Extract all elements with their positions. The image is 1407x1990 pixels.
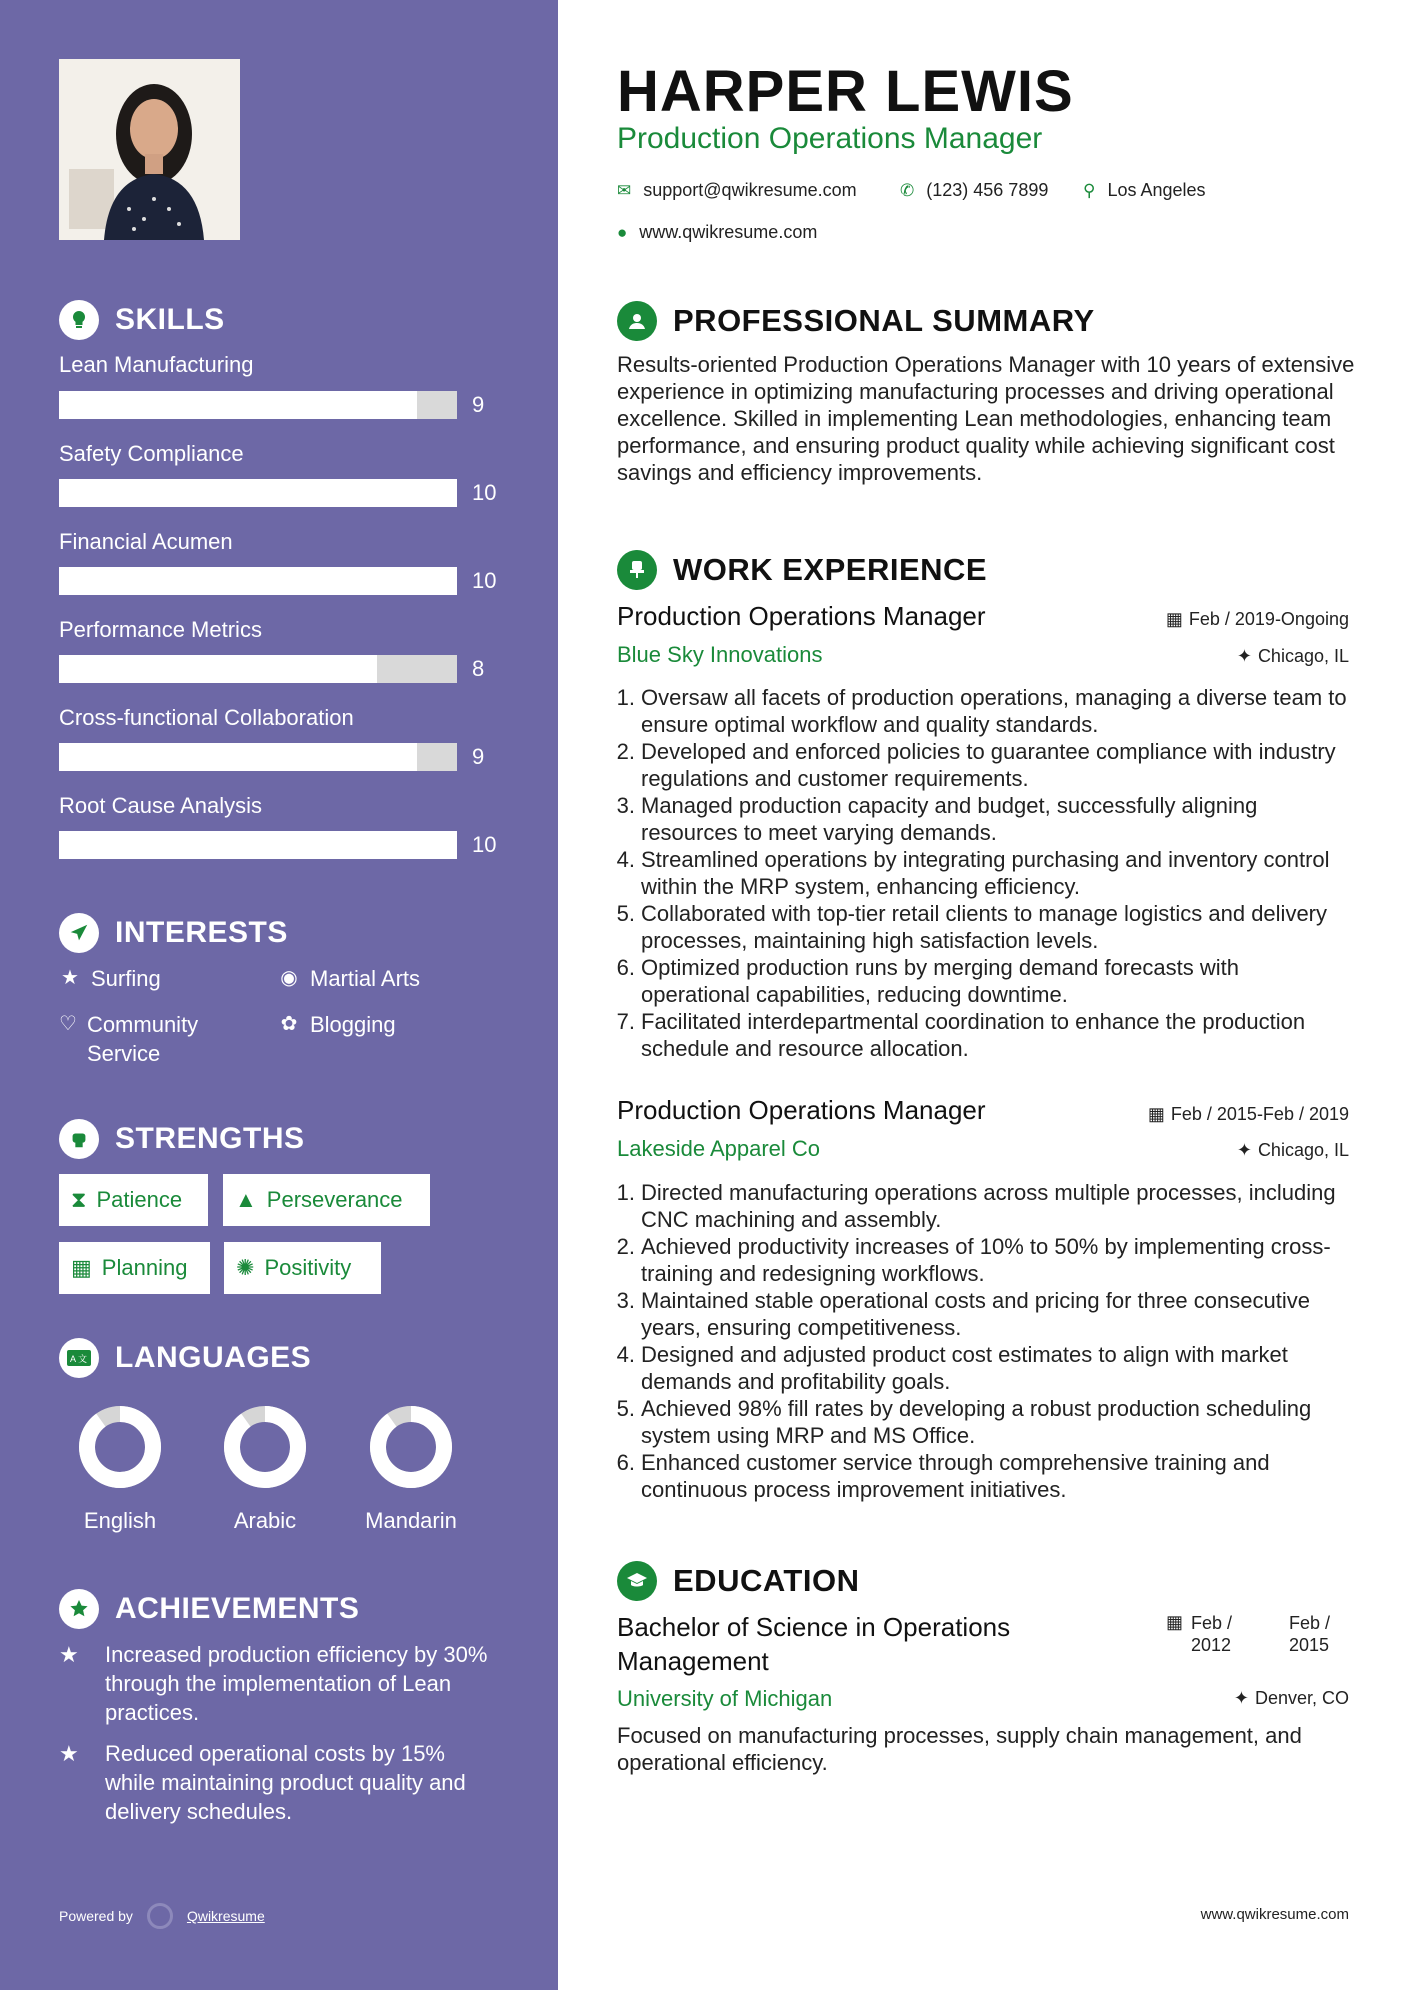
powered-by: Powered by Qwikresume: [59, 1903, 265, 1929]
language-label: Arabic: [233, 1508, 297, 1533]
portrait-image: [59, 59, 240, 240]
bullet-number: 1.: [616, 685, 635, 710]
job-location: ✦ Chicago, IL: [1236, 1140, 1349, 1160]
shooting-star-icon: ★: [59, 1642, 79, 1667]
skill-name: Cross-functional Collaboration: [59, 705, 354, 730]
interest-item: ♡ Community Service: [59, 1012, 199, 1066]
summary-heading: PROFESSIONAL SUMMARY: [617, 301, 1095, 341]
languages-heading: A 文 LANGUAGES: [59, 1338, 311, 1378]
hourglass-icon: ⧗: [71, 1187, 87, 1212]
bullet-text: Developed and enforced policies to guarantee compliance with industry regulations and customer requirements.: [641, 739, 1336, 791]
skill-bar: [59, 743, 457, 771]
job-company: Lakeside Apparel Co: [617, 1136, 821, 1161]
envelope-icon: ✉: [617, 180, 632, 200]
star-badge-icon: [59, 1589, 99, 1629]
bullet-text: Maintained stable operational costs and pricing for three consecutive years, ensuring competitiveness.: [641, 1288, 1310, 1340]
bullet-item: [609, 1008, 1349, 1062]
bullet-item: [609, 684, 1349, 738]
bullet-text: Directed manufacturing operations across multiple processes, including CNC machining and assembly.: [641, 1180, 1336, 1232]
candidate-title: Production Operations Manager: [617, 122, 1043, 155]
achievement-item: ★ Reduced operational costs by 15% while maintaining product quality and delivery schedules.: [59, 1741, 466, 1824]
map-pin-icon: ⚲: [1083, 180, 1096, 200]
skill-value: 9: [472, 392, 485, 417]
skill-value: 9: [472, 744, 485, 769]
pin-icon: ✦: [1233, 1688, 1249, 1708]
job-dates: ▦ Feb / 2015-Feb / 2019: [1147, 1104, 1349, 1124]
language-donut: [366, 1402, 456, 1492]
footer-url[interactable]: www.qwikresume.com: [1200, 1906, 1349, 1923]
bullet-number: 1.: [616, 1180, 635, 1205]
skill-value: 10: [472, 832, 497, 857]
language-level-ring: [220, 1402, 310, 1492]
sun-icon: ✺: [236, 1255, 255, 1280]
language-level-ring: [366, 1402, 456, 1492]
bullet-item: [609, 900, 1349, 954]
skill-value: 10: [472, 568, 497, 593]
users-icon: ✿: [280, 1013, 298, 1035]
bullet-text: Enhanced customer service through comprehensive training and continuous process improvement initiatives.: [641, 1450, 1270, 1502]
strength-tag: ✺ Positivity: [224, 1242, 381, 1294]
interest-item: ✿ Blogging: [278, 1010, 396, 1039]
contact-website: ● www.qwikresume.com: [617, 222, 818, 242]
skill-name: Lean Manufacturing: [59, 352, 254, 377]
summary-text: Results-oriented Production Operations Manager with 10 years of extensive experience in optimizing manufacturing processes and driving operational excellence. Skilled in implementing Lean methodologies, enhancing team performance, and ensuring product quality while achieving significant cost savings and efficiency improvements.: [617, 352, 1355, 485]
bullet-text: Designed and adjusted product cost estimates to align with market demands and profitability goals.: [641, 1342, 1288, 1394]
bullet-number: 5.: [616, 1396, 635, 1421]
skill-bar: [59, 567, 457, 595]
bullet-item: [609, 954, 1349, 1008]
job-title: Production Operations Manager: [617, 601, 986, 631]
achievement-item: ★ Increased production efficiency by 30% through the implementation of Lean practices.: [59, 1642, 488, 1725]
pin-icon: ✦: [1236, 646, 1252, 666]
strength-tag: ▦ Planning: [59, 1242, 210, 1294]
candidate-name: HARPER LEWIS: [617, 59, 1074, 124]
bullet-item: [609, 1287, 1349, 1341]
bullet-item: [609, 1179, 1349, 1233]
bullet-number: 2.: [616, 1234, 635, 1259]
bullet-number: 3.: [616, 793, 635, 818]
strengths-heading: STRENGTHS: [59, 1119, 305, 1159]
language-level-ring: [75, 1402, 165, 1492]
bullet-item: [609, 1233, 1349, 1287]
user-icon: [617, 301, 657, 341]
strength-tag: ⧗ Patience: [59, 1174, 208, 1226]
bullet-item: [609, 1341, 1349, 1395]
bullet-number: 6.: [616, 955, 635, 980]
interests-heading: INTERESTS: [59, 913, 288, 953]
skill-bar: [59, 391, 457, 419]
calendar-icon: ▦: [1166, 1612, 1184, 1632]
achievements-heading: ACHIEVEMENTS: [59, 1589, 359, 1629]
language-icon: [59, 1338, 99, 1378]
bullet-item: [609, 846, 1349, 900]
shooting-star-icon: ★: [59, 1741, 79, 1766]
bullet-number: 7.: [616, 1009, 635, 1034]
globe-icon: ◉: [280, 967, 298, 989]
interest-item: ◉ Martial Arts: [278, 964, 420, 993]
education-location: ✦ Denver, CO: [1233, 1688, 1349, 1708]
job-title: Production Operations Manager: [617, 1095, 986, 1125]
skill-value: 10: [472, 480, 497, 505]
graduate-icon: [617, 1561, 657, 1601]
language-donut: [220, 1402, 310, 1492]
interest-item: ★ Surfing: [59, 964, 161, 993]
bullet-item: [609, 1395, 1349, 1449]
contact-email: ✉ support@qwikresume.com: [617, 180, 857, 200]
ring-fill: [87, 1414, 153, 1480]
globe-icon: ●: [617, 222, 628, 242]
school-name: University of Michigan: [617, 1686, 833, 1711]
chair-icon: [617, 550, 657, 590]
ring-fill: [232, 1414, 298, 1480]
bullet-number: 5.: [616, 901, 635, 926]
lightbulb-icon: [59, 300, 99, 340]
language-label: Mandarin: [365, 1508, 457, 1533]
job-dates: ▦ Feb / 2019-Ongoing: [1165, 609, 1349, 629]
profile-photo: [59, 59, 240, 240]
education-heading: EDUCATION: [617, 1561, 859, 1601]
skill-bar: [59, 831, 457, 859]
calendar-icon: ▦: [71, 1255, 92, 1280]
bullet-text: Achieved productivity increases of 10% to 50% by implementing cross-training and redesigning workflows.: [641, 1234, 1331, 1286]
strength-tag: ▲ Perseverance: [223, 1174, 430, 1226]
bullet-item: [609, 738, 1349, 792]
bullet-text: Streamlined operations by integrating purchasing and inventory control within the MRP system, enhancing efficiency.: [641, 847, 1330, 899]
job-company: Blue Sky Innovations: [617, 642, 823, 667]
language-label: English: [83, 1508, 157, 1533]
bullet-text: Oversaw all facets of production operations, managing a diverse team to ensure optimal workflow and quality standards.: [641, 685, 1347, 737]
degree-title: Bachelor of Science in Operations Management: [617, 1612, 1011, 1676]
brand-link[interactable]: Qwikresume: [186, 1908, 265, 1924]
skill-name: Performance Metrics: [59, 617, 262, 642]
bullet-text: Achieved 98% fill rates by developing a robust production scheduling system using MRP and MS Office.: [641, 1396, 1312, 1448]
phone-icon: ✆: [900, 180, 915, 200]
fist-icon: [59, 1119, 99, 1159]
bullet-text: Facilitated interdepartmental coordination to enhance the production schedule and resource allocation.: [641, 1009, 1306, 1061]
bullet-number: 2.: [616, 739, 635, 764]
skill-name: Root Cause Analysis: [59, 793, 262, 818]
bullet-number: 4.: [616, 1342, 635, 1367]
contact-phone: ✆ (123) 456 7899: [900, 180, 1049, 200]
heart-outline-icon: ♡: [59, 1013, 77, 1035]
skill-value: 8: [472, 656, 485, 681]
qwikresume-logo-icon: [147, 1903, 173, 1929]
education-dates: ▦ Feb / 2012 Feb / 2015: [1166, 1612, 1331, 1655]
ring-fill: [378, 1414, 444, 1480]
bullet-item: [609, 1449, 1349, 1503]
bullet-number: 3.: [616, 1288, 635, 1313]
job-bullets: [609, 1179, 1349, 1503]
experience-heading: WORK EXPERIENCE: [617, 550, 987, 590]
calendar-icon: ▦: [1147, 1104, 1165, 1124]
education-description: Focused on manufacturing processes, supply chain management, and operational efficiency.: [617, 1723, 1302, 1775]
job-bullets: [609, 684, 1349, 1062]
skills-heading: SKILLS: [59, 300, 225, 340]
skill-name: Financial Acumen: [59, 529, 233, 554]
bullet-text: Managed production capacity and budget, successfully aligning resources to meet varying demands.: [641, 793, 1258, 845]
paper-plane-icon: [59, 913, 99, 953]
skill-name: Safety Compliance: [59, 441, 244, 466]
star-icon: ★: [61, 967, 79, 989]
bullet-item: [609, 792, 1349, 846]
bullet-text: Collaborated with top-tier retail clients to manage logistics and delivery processes, maintaining high satisfaction levels.: [641, 901, 1328, 953]
job-location: ✦ Chicago, IL: [1236, 646, 1349, 666]
calendar-icon: ▦: [1165, 609, 1183, 629]
language-donut: [75, 1402, 165, 1492]
svg-text:A 文: A 文: [70, 1354, 88, 1364]
sidebar: [0, 0, 558, 1990]
bullet-number: 6.: [616, 1450, 635, 1475]
skill-bar: [59, 655, 457, 683]
skill-bar: [59, 479, 457, 507]
bullet-number: 4.: [616, 847, 635, 872]
bullet-text: Optimized production runs by merging demand forecasts with operational capabilities, reducing downtime.: [641, 955, 1239, 1007]
pin-icon: ✦: [1236, 1140, 1252, 1160]
contact-location: ⚲ Los Angeles: [1083, 180, 1206, 200]
road-icon: ▲: [235, 1187, 257, 1212]
